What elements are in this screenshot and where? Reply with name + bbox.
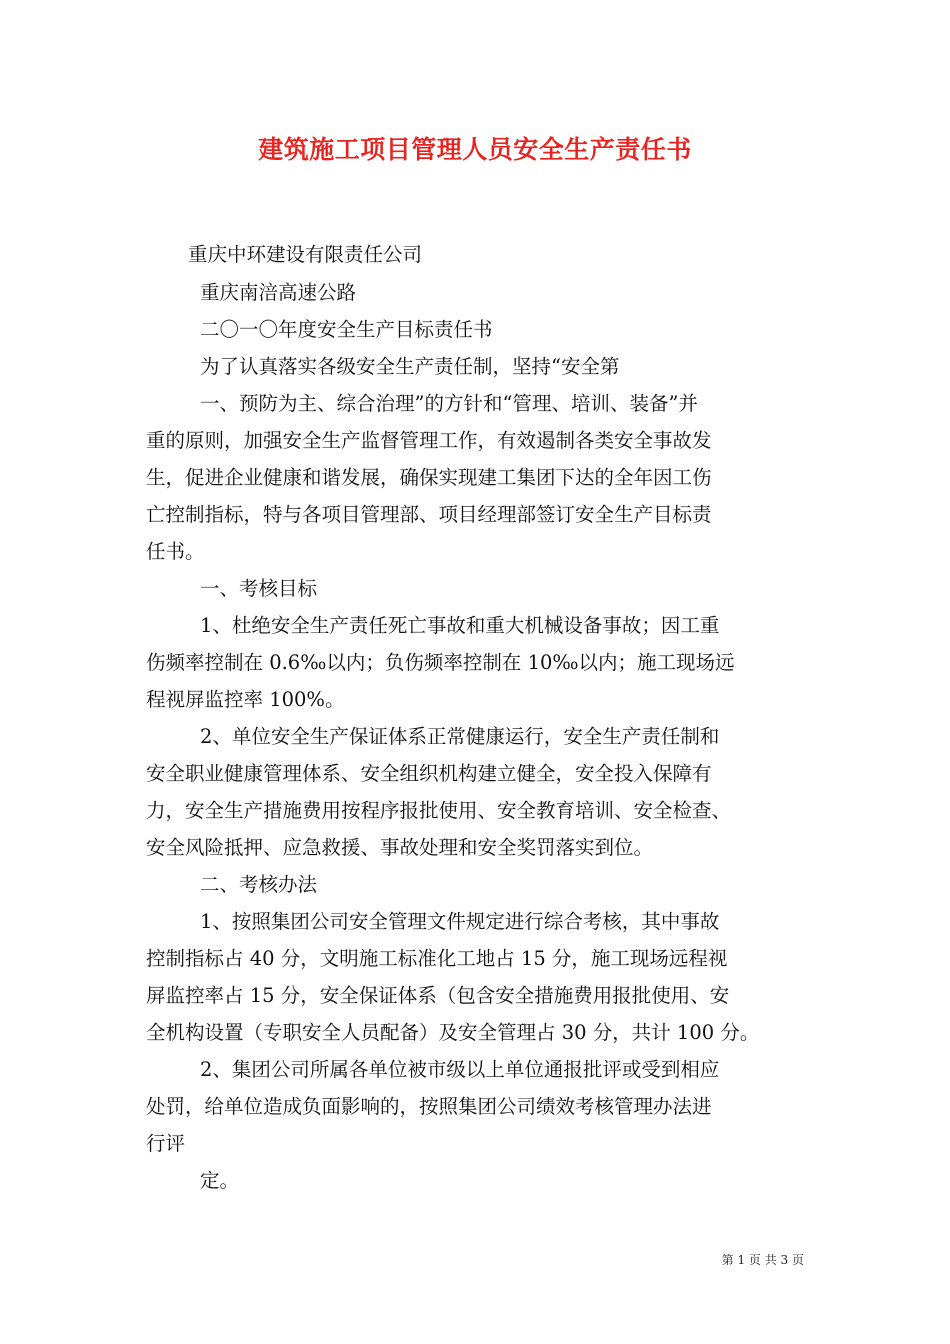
text-line: 2、集团公司所属各单位被市级以上单位通报批评或受到相应 bbox=[200, 1058, 720, 1081]
text-line: 伤频率控制在 0.6‰以内；负伤频率控制在 10‰以内；施工现场远 bbox=[146, 651, 735, 674]
text-line: 屏监控率占 15 分，安全保证体系（包含安全措施费用报批使用、安 bbox=[146, 984, 730, 1007]
section-heading-targets: 一、考核目标 bbox=[200, 577, 318, 600]
text-line: 定。 bbox=[200, 1169, 240, 1192]
text-line: 一、预防为主、综合治理”的方针和“管理、培训、装备”并 bbox=[200, 392, 698, 415]
text-line: 行评 bbox=[146, 1132, 186, 1155]
text-line: 亡控制指标，特与各项目管理部、项目经理部签订安全生产目标责 bbox=[146, 503, 712, 526]
text-line: 为了认真落实各级安全生产责任制，坚持“安全第 bbox=[200, 355, 620, 378]
text-line-project: 重庆南涪高速公路 bbox=[200, 281, 357, 304]
text-line: 安全职业健康管理体系、安全组织机构建立健全，安全投入保障有 bbox=[146, 762, 712, 785]
text-line: 程视屏监控率 100%。 bbox=[146, 688, 345, 711]
text-line: 重的原则，加强安全生产监督管理工作，有效遏制各类安全事故发 bbox=[146, 429, 712, 452]
text-line: 1、按照集团公司安全管理文件规定进行综合考核，其中事故 bbox=[200, 910, 720, 933]
text-line: 力，安全生产措施费用按程序报批使用、安全教育培训、安全检查、 bbox=[146, 799, 732, 822]
text-line: 任书。 bbox=[146, 540, 205, 563]
section-heading-methods: 二、考核办法 bbox=[200, 873, 318, 896]
document-title: 建筑施工项目管理人员安全生产责任书 bbox=[258, 135, 692, 164]
text-line: 全机构设置（专职安全人员配备）及安全管理占 30 分，共计 100 分。 bbox=[146, 1021, 760, 1044]
text-line: 2、单位安全生产保证体系正常健康运行，安全生产责任制和 bbox=[200, 725, 720, 748]
text-line: 安全风险抵押、应急救援、事故处理和安全奖罚落实到位。 bbox=[146, 836, 654, 859]
text-line: 生，促进企业健康和谐发展，确保实现建工集团下达的全年因工伤 bbox=[146, 466, 712, 489]
text-line-doc-heading: 二〇一〇年度安全生产目标责任书 bbox=[200, 318, 493, 341]
text-line: 1、杜绝安全生产责任死亡事故和重大机械设备事故；因工重 bbox=[200, 614, 720, 637]
page-indicator: 第 1 页 共 3 页 bbox=[721, 1253, 804, 1267]
text-line-company: 重庆中环建设有限责任公司 bbox=[188, 243, 423, 266]
text-line: 控制指标占 40 分，文明施工标准化工地占 15 分，施工现场远程视 bbox=[146, 947, 728, 970]
text-line: 处罚，给单位造成负面影响的，按照集团公司绩效考核管理办法进 bbox=[146, 1095, 712, 1118]
